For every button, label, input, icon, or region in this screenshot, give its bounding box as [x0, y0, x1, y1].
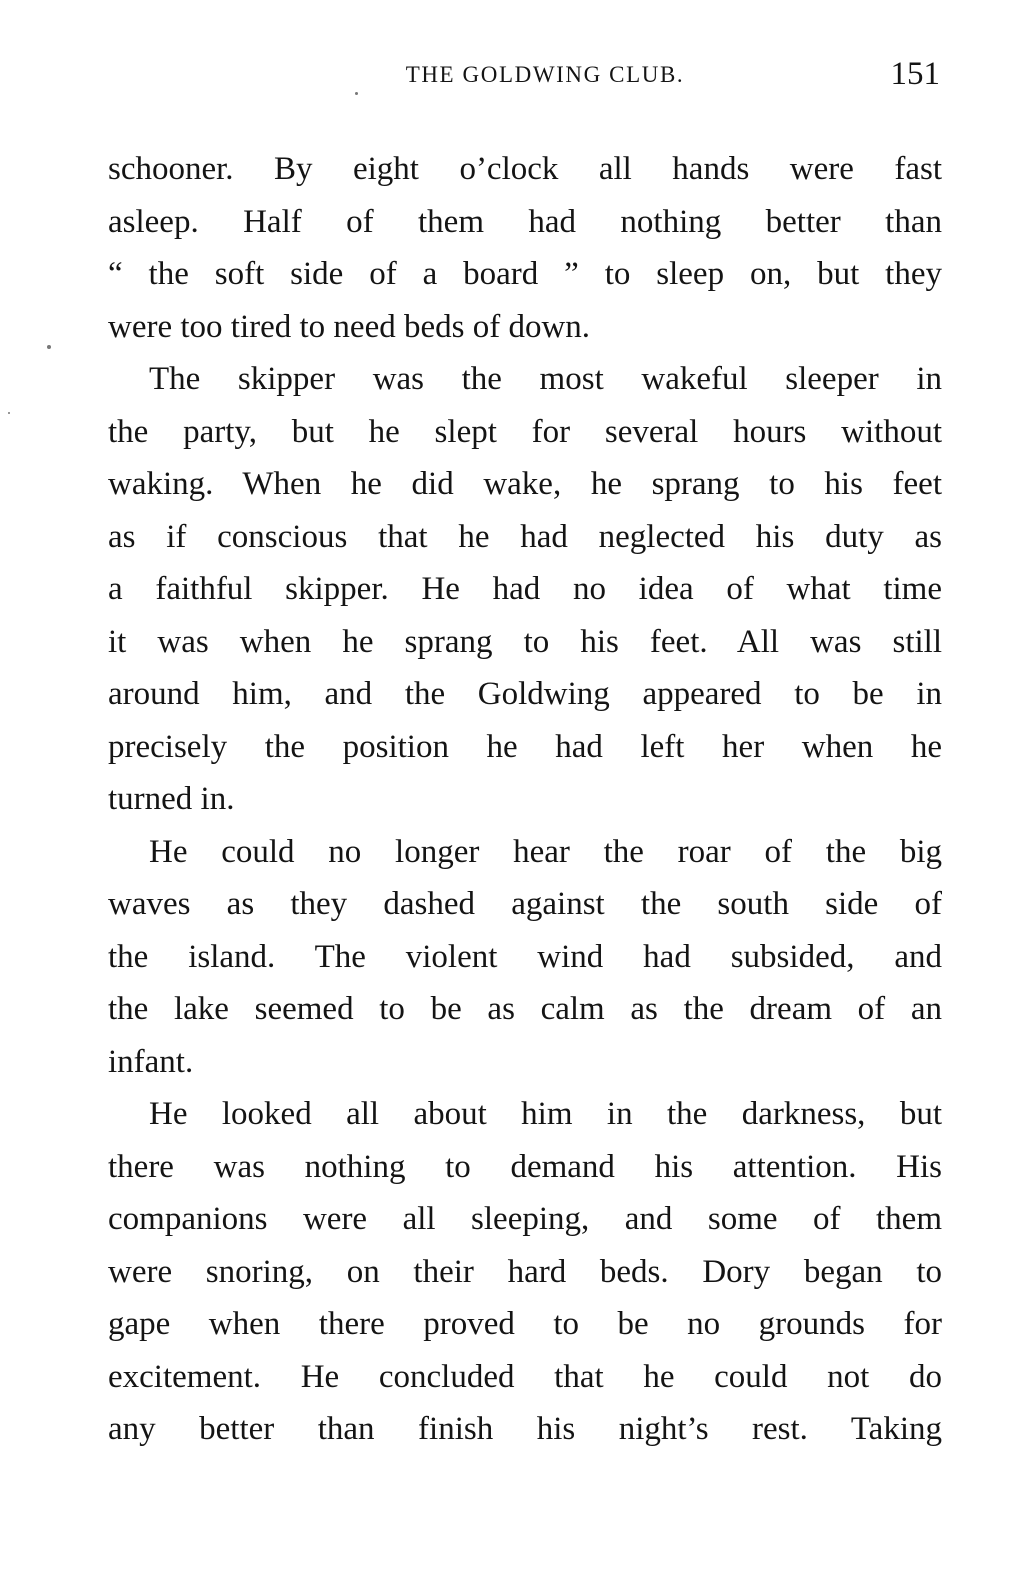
- body-text: [108, 143, 942, 1456]
- print-speck: [47, 345, 51, 349]
- text-line: any better than finish his night’s rest. Taking: [108, 1411, 942, 1447]
- text-line: schooner. By eight o’clock all hands were fast: [108, 151, 942, 187]
- text-line: He looked all about him in the darkness, but: [149, 1096, 942, 1132]
- paragraph-1: [108, 143, 942, 353]
- text-line: it was when he sprang to his feet. All was still: [108, 623, 942, 660]
- paragraph-2: [108, 353, 942, 826]
- text-line: waves as they dashed against the south side of: [108, 886, 942, 922]
- text-line: gape when there proved to be no grounds for: [108, 1306, 942, 1342]
- paragraph-4: [108, 1088, 942, 1456]
- page-header: [108, 52, 942, 100]
- text-line: there was nothing to demand his attention. His: [108, 1148, 942, 1185]
- text-line: around him, and the Goldwing appeared to be in: [108, 676, 942, 712]
- text-line: “ the soft side of a board ” to sleep on, but they: [108, 256, 942, 292]
- text-line: excitement. He concluded that he could not do: [108, 1358, 942, 1395]
- print-speck: [8, 412, 10, 414]
- text-line: the lake seemed to be as calm as the dream of an: [108, 991, 942, 1027]
- text-line: were too tired to need beds of down.: [108, 308, 591, 345]
- paragraph-3: [108, 826, 942, 1089]
- text-line: were snoring, on their hard beds. Dory began to: [108, 1253, 942, 1290]
- text-line: infant.: [108, 1043, 194, 1080]
- text-line: The skipper was the most wakeful sleeper in: [149, 361, 942, 397]
- text-line: precisely the position he had left her when he: [108, 728, 942, 765]
- text-line: a faithful skipper. He had no idea of what time: [108, 571, 942, 607]
- text-line: the party, but he slept for several hours without: [108, 413, 942, 450]
- page-number: 151: [890, 56, 940, 92]
- text-line: asleep. Half of them had nothing better than: [108, 203, 942, 240]
- book-page: [108, 52, 942, 1552]
- running-title: THE GOLDWING CLUB.: [405, 62, 685, 87]
- print-speck: [355, 92, 358, 95]
- text-line: He could no longer hear the roar of the big: [149, 833, 942, 870]
- text-line: companions were all sleeping, and some of them: [108, 1201, 942, 1237]
- text-line: turned in.: [108, 781, 235, 817]
- text-line: the island. The violent wind had subsided, and: [108, 938, 942, 975]
- text-line: as if conscious that he had neglected his duty as: [108, 518, 942, 555]
- text-line: waking. When he did wake, he sprang to his feet: [108, 466, 942, 502]
